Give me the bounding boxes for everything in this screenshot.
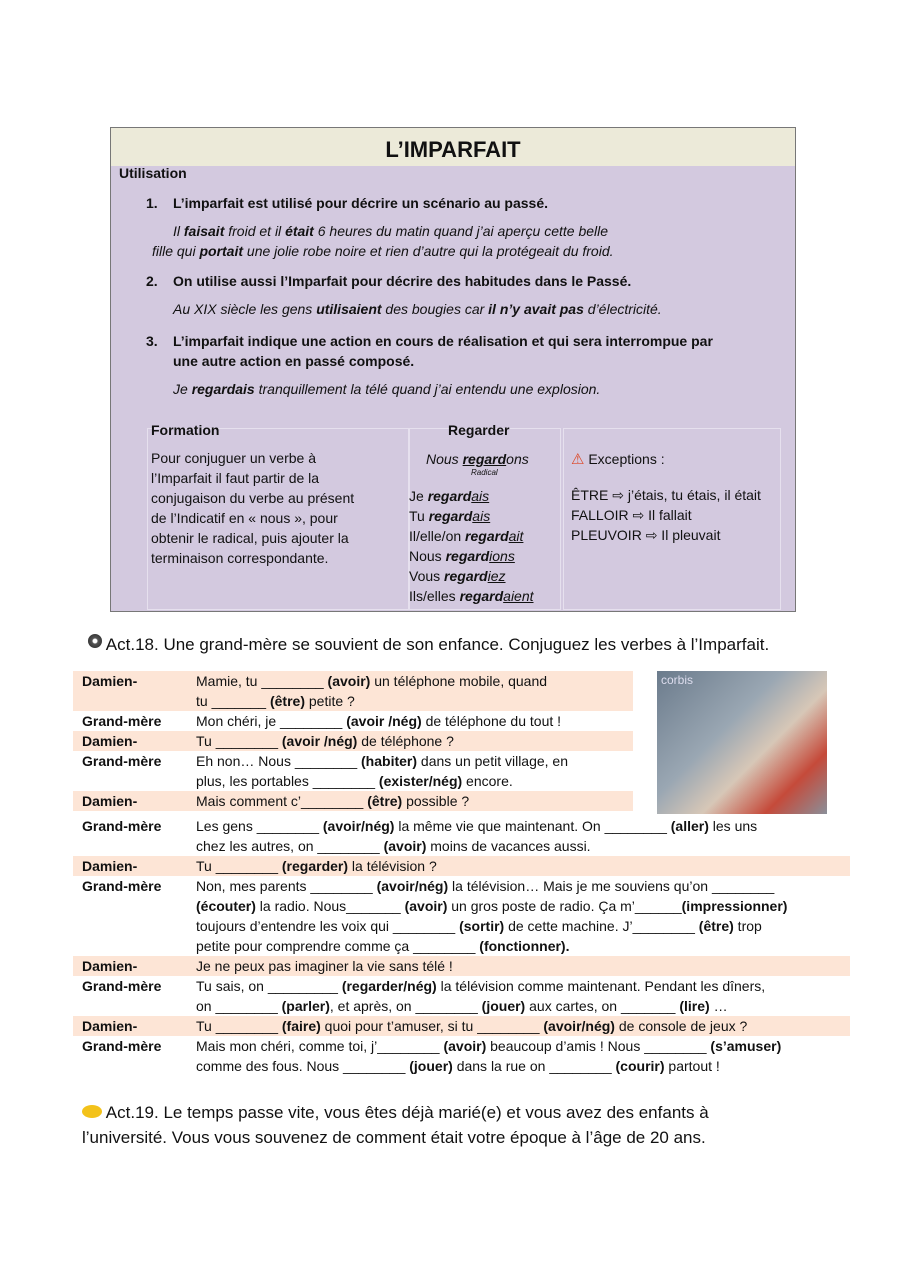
text-segment: la même vie que maintenant. On ________	[394, 818, 671, 834]
text-segment: Au XIX siècle les gens	[173, 301, 317, 317]
formation-line: conjugaison du verbe au présent	[151, 490, 355, 506]
text-segment: …	[709, 998, 728, 1014]
verb-hint: (avoir)	[383, 838, 427, 854]
text-segment: froid et il	[224, 223, 286, 239]
dialogue-line	[196, 816, 850, 836]
text-segment: la radio. Nous_______	[255, 898, 405, 914]
text-segment: d’électricité.	[583, 301, 662, 317]
text-segment: petite pour comprendre comme ça ________	[196, 938, 480, 954]
text-segment: Eh non… Nous ________	[196, 753, 362, 769]
verb-hint: (avoir/nég)	[543, 1018, 615, 1034]
verb-hint: utilisaient	[316, 301, 382, 317]
text-segment: fille qui	[152, 243, 200, 259]
text-segment: Tu sais, on _________	[196, 978, 342, 994]
dialogue-line	[196, 936, 850, 956]
radical: regard	[459, 588, 504, 604]
dialogue-line	[196, 976, 850, 996]
verb-hint: était	[285, 223, 314, 239]
verb-hint: (jouer)	[481, 998, 526, 1014]
text-segment: les uns	[708, 818, 758, 834]
text-segment: possible ?	[402, 793, 470, 809]
verb-hint: il n’y avait pas	[488, 301, 584, 317]
text-segment: , et après, on ________	[329, 998, 482, 1014]
dialogue-line	[196, 671, 633, 691]
regarder-heading: Regarder	[448, 422, 510, 438]
verb-hint: (avoir)	[443, 1038, 487, 1054]
verb-hint: (être)	[698, 918, 734, 934]
dialogue-row	[73, 856, 850, 876]
radical: regard	[462, 451, 507, 467]
dialogue-line	[196, 956, 850, 976]
cd-icon	[88, 634, 102, 648]
radical: regard	[428, 508, 473, 524]
text-segment: plus, les portables ________	[196, 773, 379, 789]
verb-hint: (s’amuser)	[710, 1038, 782, 1054]
text-segment: Tu ________	[196, 733, 282, 749]
text-segment: Tu ________	[196, 1018, 282, 1034]
dialogue-text	[196, 876, 850, 956]
conjugation-list	[409, 486, 534, 606]
dialogue-line	[196, 791, 633, 811]
radical-label: Radical	[471, 468, 498, 477]
conjugation-row	[409, 546, 534, 566]
ending: ions	[489, 548, 515, 564]
formation-heading: Formation	[151, 422, 220, 438]
exception-item: FALLOIR ⇨ Il fallait	[571, 507, 692, 523]
text-segment: Mais comment c’________	[196, 793, 368, 809]
speaker: Grand-mère	[82, 713, 162, 729]
dialogue-line	[196, 731, 633, 751]
text-segment: de téléphone du tout !	[421, 713, 562, 729]
text-segment: Je	[173, 381, 192, 397]
pronoun: Ils/elles	[409, 588, 460, 604]
verb-hint: (écouter)	[196, 898, 256, 914]
text-segment: comme des fous. Nous ________	[196, 1058, 410, 1074]
ending: ais	[471, 488, 490, 504]
verb-hint: (parler)	[281, 998, 330, 1014]
text-segment: dans la rue on ________	[452, 1058, 616, 1074]
ending: ons	[506, 451, 529, 467]
warning-icon: ⚠	[571, 451, 585, 468]
formation-line: l’Imparfait il faut partir de la	[151, 470, 320, 486]
text-segment: un gros poste de radio. Ça m’______	[447, 898, 682, 914]
exceptions-list	[571, 485, 761, 545]
speaker: Damien-	[82, 733, 138, 749]
dialogue-row	[73, 1036, 850, 1076]
dialogue-row	[73, 1016, 850, 1036]
dialogue-text	[196, 791, 633, 811]
radical: regard	[427, 488, 472, 504]
text-segment: la télévision ?	[348, 858, 437, 874]
box-title: L’IMPARFAIT	[111, 128, 795, 166]
dialogue-row	[73, 816, 850, 856]
ending: ait	[508, 528, 524, 544]
dialogue-line	[196, 1016, 850, 1036]
dialogue-line	[196, 771, 633, 791]
dialogue-row	[73, 731, 633, 751]
verb-hint: (fonctionner).	[479, 938, 570, 954]
verb-hint: (habiter)	[361, 753, 418, 769]
verb-hint: (regarder)	[281, 858, 349, 874]
text-segment: quoi pour t’amuser, si tu ________	[320, 1018, 544, 1034]
ending: aient	[503, 588, 534, 604]
dialogue-text	[196, 671, 633, 711]
dialogue-text	[196, 751, 633, 791]
text-segment: Mon chéri, je ________	[196, 713, 347, 729]
text-segment: moins de vacances aussi.	[426, 838, 591, 854]
dialogue-row	[73, 876, 850, 956]
dialogue-line	[196, 996, 850, 1016]
text-segment: de téléphone ?	[357, 733, 454, 749]
dialogue-row	[73, 671, 633, 711]
exception-item: ÊTRE ⇨ j’étais, tu étais, il était	[571, 487, 761, 503]
verb-hint: (avoir)	[327, 673, 371, 689]
verb-hint: (être)	[269, 693, 305, 709]
verb-hint: (lire)	[679, 998, 710, 1014]
verb-hint: (faire)	[281, 1018, 321, 1034]
rule-number: 1.	[146, 195, 158, 211]
dialogue-line	[196, 1036, 850, 1056]
dialogue-text	[196, 1016, 850, 1036]
conjugation-row	[409, 526, 534, 546]
exceptions-header	[571, 449, 665, 470]
text-segment: Je ne peux pas imaginer la vie sans télé !	[196, 958, 453, 974]
rule-text: L’imparfait indique une action en cours de réalisation et qui sera interrompue par une autre action en passé composé.	[173, 333, 713, 369]
verb-hint: (jouer)	[409, 1058, 453, 1074]
radical: regard	[465, 528, 509, 544]
rule-number: 2.	[146, 273, 158, 289]
verb-hint: (avoir/nég)	[376, 878, 449, 894]
rule-example	[173, 379, 600, 399]
dialogue-text	[196, 816, 850, 856]
text-segment: un téléphone mobile, quand	[370, 673, 548, 689]
radical: regard	[445, 548, 490, 564]
verb-hint: (avoir)	[404, 898, 448, 914]
text-segment: Les gens ________	[196, 818, 323, 834]
text-segment: toujours d’entendre les voix qui ________	[196, 918, 460, 934]
text-segment: Tu ________	[196, 858, 282, 874]
text-segment: chez les autres, on ________	[196, 838, 384, 854]
verb-hint: (aller)	[670, 818, 709, 834]
pronoun: Je	[409, 488, 428, 504]
grandmother-photo	[657, 671, 827, 814]
conjugation-row	[409, 566, 534, 586]
dialogue-line	[196, 751, 633, 771]
conjugation-row	[409, 486, 534, 506]
exception-item: PLEUVOIR ⇨ Il pleuvait	[571, 527, 721, 543]
dialogue-row	[73, 976, 850, 1016]
text-segment: la télévision comme maintenant. Pendant les dîners,	[436, 978, 766, 994]
dialogue-line	[196, 896, 850, 916]
conjugation-row	[409, 506, 534, 526]
speech-bubble-icon	[82, 1105, 102, 1118]
formation-line: terminaison correspondante.	[151, 550, 329, 566]
text-segment: des bougies car	[381, 301, 489, 317]
verb-hint: regardais	[191, 381, 255, 397]
speaker: Grand-mère	[82, 818, 162, 834]
dialogue-text	[196, 856, 850, 876]
speaker: Damien-	[82, 793, 138, 809]
pronoun: Tu	[409, 508, 429, 524]
verb-hint: (impressionner)	[681, 898, 788, 914]
conjugation-row	[409, 586, 534, 606]
radical: regard	[444, 568, 488, 584]
rule-number: 3.	[146, 333, 158, 349]
text-segment: tranquillement la télé quand j’ai entendu une explosion.	[254, 381, 601, 397]
pronoun: Nous	[409, 548, 446, 564]
ending: ais	[472, 508, 491, 524]
utilisation-heading: Utilisation	[119, 165, 187, 181]
dialogue-row	[73, 751, 633, 791]
speaker: Grand-mère	[82, 878, 162, 894]
act18-heading	[88, 634, 769, 656]
dialogue-text	[196, 731, 633, 751]
text-segment: trop	[733, 918, 762, 934]
dialogue-text	[196, 956, 850, 976]
formation-line: de l’Indicatif en « nous », pour	[151, 510, 338, 526]
text-segment: petite ?	[304, 693, 355, 709]
dialogue-line	[196, 711, 633, 731]
verb-hint: (avoir /nég)	[346, 713, 422, 729]
rule-example	[173, 221, 608, 241]
dialogue-line	[196, 916, 850, 936]
verb-hint: (avoir /nég)	[281, 733, 358, 749]
verb-hint: (exister/nég)	[378, 773, 463, 789]
text-segment: encore.	[462, 773, 513, 789]
act19-heading	[82, 1100, 709, 1150]
text-segment: beaucoup d’amis ! Nous ________	[486, 1038, 711, 1054]
text-segment: de console de jeux ?	[614, 1018, 748, 1034]
dialogue-row	[73, 711, 633, 731]
pronoun: Nous	[426, 451, 463, 467]
text-segment: la télévision… Mais je me souviens qu’on ________	[448, 878, 775, 894]
dialogue-line	[196, 856, 850, 876]
dialogue-text	[196, 1036, 850, 1076]
text-segment: Non, mes parents ________	[196, 878, 377, 894]
verb-hint: (avoir/nég)	[322, 818, 395, 834]
dialogue-line	[196, 691, 633, 711]
text-segment: 6 heures du matin quand j’ai aperçu cette belle	[313, 223, 609, 239]
text-segment: Mamie, tu ________	[196, 673, 328, 689]
exceptions-heading: Exceptions :	[588, 451, 665, 467]
verb-hint: (courir)	[615, 1058, 665, 1074]
text-segment: partout !	[664, 1058, 720, 1074]
dialogue-line	[196, 836, 850, 856]
rule-text: L’imparfait est utilisé pour décrire un scénario au passé.	[173, 195, 549, 211]
text-segment: dans un petit village, en	[417, 753, 569, 769]
verb-hint: (être)	[367, 793, 403, 809]
verb-hint: (regarder/nég)	[341, 978, 437, 994]
act18-text: Act.18. Une grand-mère se souvient de son enfance. Conjuguez les verbes à l’Imparfait.	[105, 635, 770, 654]
verb-hint: (sortir)	[459, 918, 505, 934]
act19-line1: Act.19. Le temps passe vite, vous êtes déjà marié(e) et vous avez des enfants à	[105, 1103, 709, 1122]
rule-text: On utilise aussi l’Imparfait pour décrire des habitudes dans le Passé.	[173, 273, 632, 289]
speaker: Damien-	[82, 1018, 138, 1034]
text-segment: de cette machine. J’________	[504, 918, 699, 934]
dialogue-line	[196, 876, 850, 896]
speaker: Grand-mère	[82, 978, 162, 994]
ending: iez	[487, 568, 506, 584]
dialogue-line	[196, 1056, 850, 1076]
text-segment: une jolie robe noire et rien d’autre qui la protégeait du froid.	[243, 243, 614, 259]
text-segment: Il	[173, 223, 184, 239]
dialogue-text	[196, 711, 633, 731]
verb-hint: faisait	[183, 223, 225, 239]
act19-line2: l’université. Vous vous souvenez de comment était votre époque à l’âge de 20 ans.	[82, 1128, 706, 1147]
pronoun: Il/elle/on	[409, 528, 466, 544]
dialogue-row	[73, 791, 633, 811]
pronoun: Vous	[409, 568, 445, 584]
text-segment: aux cartes, on _______	[525, 998, 680, 1014]
formation-text	[151, 448, 391, 568]
speaker: Damien-	[82, 673, 138, 689]
formation-line: obtenir le radical, puis ajouter la	[151, 530, 349, 546]
dialogue-row	[73, 956, 850, 976]
verb-hint: portait	[199, 243, 244, 259]
formation-line: Pour conjuguer un verbe à	[151, 450, 316, 466]
text-segment: tu _______	[196, 693, 270, 709]
speaker: Damien-	[82, 958, 138, 974]
dialogue-text	[196, 976, 850, 1016]
text-segment: on ________	[196, 998, 282, 1014]
rule-example	[173, 299, 662, 319]
photo-watermark: corbis	[661, 673, 694, 687]
speaker: Damien-	[82, 858, 138, 874]
text-segment: Mais mon chéri, comme toi, j’________	[196, 1038, 444, 1054]
rule-example	[152, 241, 614, 261]
speaker: Grand-mère	[82, 1038, 162, 1054]
speaker: Grand-mère	[82, 753, 162, 769]
